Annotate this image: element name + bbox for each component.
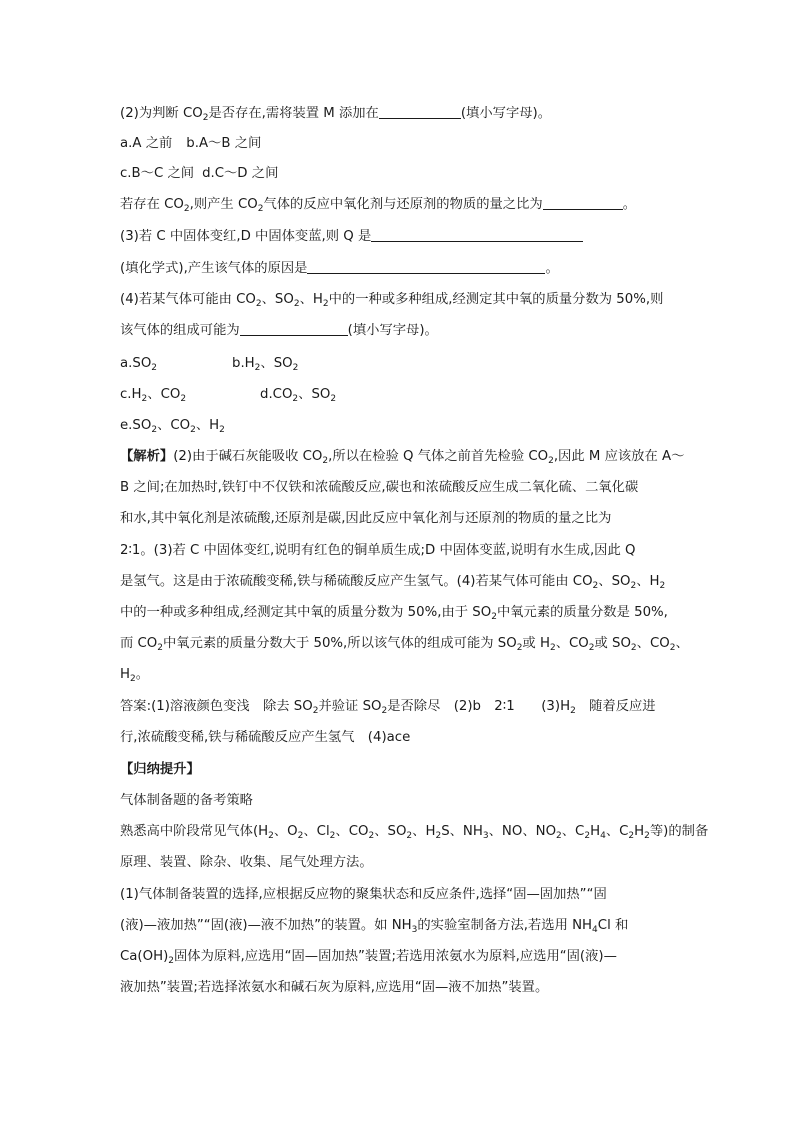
subscript: 2 [516, 643, 523, 653]
subscript: 2 [644, 831, 650, 841]
analysis-line-6 [120, 603, 680, 623]
subscript: 2 [190, 425, 196, 435]
q2-stem [120, 104, 680, 124]
analysis-line-2 [120, 478, 680, 498]
text: 是否除尽 (2)b 2∶1 (3)H [387, 699, 571, 714]
subscript: 2 [406, 831, 413, 841]
text: (1)气体制备装置的选择,应根据反应物的聚集状态和反应条件,选择“固—固加热”“固 [120, 887, 607, 902]
answer-blank [543, 195, 623, 210]
summary-p1 [120, 822, 709, 842]
text: 、 [675, 636, 689, 651]
text: 中氧元素的质量分数是 50%, [496, 605, 668, 620]
text: 中的一种或多种组成,经测定其中氧的质量分数为 50%,由于 SO [120, 605, 492, 620]
text: (液)—液加热”“固(液)—液不加热”的装置。如 NH [120, 918, 412, 933]
subscript: 2 [130, 674, 136, 684]
text: 、SO [374, 824, 407, 839]
text: 、SO [260, 356, 293, 371]
text: ,所以在检验 Q 气体之前首先检验 CO [328, 449, 549, 464]
text: ,则产生 CO [189, 197, 258, 212]
subscript: 2 [151, 363, 158, 373]
subscript: 2 [255, 299, 262, 309]
text: 是氢气。这是由于浓硫酸变稀,铁与稀硫酸反应产生氢气。(4)若某气体可能由 CO [120, 574, 593, 589]
subscript: 4 [592, 925, 598, 935]
answer-blank [307, 259, 545, 274]
option-a: a.A 之前 [120, 136, 173, 151]
text: 若存在 CO [120, 197, 184, 212]
text: 、CO [335, 824, 369, 839]
text: 、SO [598, 574, 631, 589]
subscript: 2 [570, 706, 576, 716]
answer-blank [240, 321, 348, 336]
text: 或 SO [594, 636, 631, 651]
analysis-line-3 [120, 509, 680, 529]
subscript: 2 [659, 581, 666, 591]
subscript: 2 [628, 831, 635, 841]
text: 、CO [157, 418, 191, 433]
option-e: e.SO [120, 418, 152, 433]
analysis-line-5 [120, 572, 680, 592]
subscript: 2 [592, 581, 599, 591]
q4-options-ab [120, 354, 680, 374]
q4-line2 [120, 321, 680, 341]
q4-line1 [120, 290, 680, 310]
text: 、H [195, 418, 220, 433]
text: (填小写字母)。 [460, 106, 552, 121]
option-c: c.H [120, 387, 142, 402]
option-c: c.B～C 之间 [120, 166, 195, 181]
text: 或 H [522, 636, 550, 651]
text: 2∶1。(3)若 C 中固体变红,说明有红色的铜单质生成;D 中固体变蓝,说明有水生成,因此 Q [120, 543, 636, 558]
text: Cl 和 [597, 918, 629, 933]
option-a: a.SO [120, 356, 152, 371]
text: 随着反应进 [575, 699, 656, 714]
text: 熟悉高中阶段常见气体(H [120, 824, 269, 839]
text: 气体制备题的备考策略 [120, 793, 253, 808]
summary-p5 [120, 947, 680, 967]
subscript: 2 [549, 643, 556, 653]
answer-blank [379, 104, 461, 119]
q4-options-cd [120, 385, 680, 405]
subscript: 2 [141, 394, 148, 404]
subscript: 2 [556, 831, 562, 841]
text: 和水,其中氧化剂是浓硫酸,还原剂是碳,因此反应中氧化剂与还原剂的物质的量之比为 [120, 511, 612, 526]
text: 、O [273, 824, 298, 839]
text: 、H [299, 292, 323, 307]
text: (2)由于碱石灰能吸收 CO [173, 449, 323, 464]
text: Ca(OH) [120, 949, 169, 964]
text: 、Cl [303, 824, 330, 839]
summary-title [120, 791, 680, 811]
text: 是否存在,需将装置 M 添加在 [208, 106, 379, 121]
text: 、CO [555, 636, 589, 651]
text: 。 [545, 261, 559, 276]
subscript: 2 [292, 394, 299, 404]
text: 。 [622, 197, 636, 212]
option-d: d.C～D 之间 [202, 166, 279, 181]
text: 。 [135, 667, 150, 682]
option-b: b.A～B 之间 [186, 136, 262, 151]
subscript: 2 [435, 831, 442, 841]
subscript: 2 [219, 425, 225, 435]
subscript: 2 [368, 831, 375, 841]
subscript: 3 [411, 925, 418, 935]
text: 、C [561, 824, 585, 839]
summary-p2 [120, 853, 680, 873]
text: 中氧元素的质量分数大于 50%,所以该气体的组成可能为 SO [163, 636, 517, 651]
subscript: 4 [600, 831, 606, 841]
subscript: 2 [268, 831, 274, 841]
text: S、NH [441, 824, 483, 839]
subscript: 2 [588, 643, 595, 653]
text: 行,浓硫酸变稀,铁与稀硫酸反应产生氢气 (4)ace [120, 730, 411, 745]
analysis-line-8 [120, 665, 680, 685]
text: H [590, 824, 601, 839]
text: 、CO [147, 387, 181, 402]
subscript: 2 [297, 831, 304, 841]
text: H [120, 667, 130, 682]
text: 固体为原料,应选用“固—固加热”装置;若选用浓氨水为原料,应选用“固(液)— [174, 949, 617, 964]
text: 、NO、NO [488, 824, 557, 839]
analysis-label: 【解析】 [120, 449, 174, 464]
text: 该气体的组成可能为 [120, 323, 240, 338]
answer-line-2 [120, 728, 680, 748]
text: 中的一种或多种组成,经测定其中氧的质量分数为 50%,则 [328, 292, 664, 307]
subscript: 2 [322, 299, 329, 309]
answer-line-1 [120, 697, 680, 717]
q2-options-ab [120, 134, 680, 154]
summary-p6 [120, 978, 680, 998]
analysis-line-1 [120, 447, 685, 467]
summary-p4 [120, 916, 680, 936]
answer-blank [371, 227, 583, 242]
subscript: 2 [292, 363, 299, 373]
subscript: 2 [183, 204, 190, 214]
summary-p3 [120, 885, 680, 905]
text: 而 CO [120, 636, 158, 651]
option-b: b.H [232, 356, 255, 371]
subscript: 2 [322, 456, 329, 466]
subscript: 2 [329, 831, 336, 841]
text: (3)若 C 中固体变红,D 中固体变蓝,则 Q 是 [120, 229, 372, 244]
subscript: 2 [330, 394, 337, 404]
q2-options-cd [120, 164, 680, 184]
option-d: d.CO [260, 387, 293, 402]
subscript: 2 [381, 706, 388, 716]
text: B 之间;在加热时,铁钉中不仅铁和浓硫酸反应,碳也和浓硫酸反应生成二氧化硫、二氧化碳 [120, 480, 639, 495]
text: 等)的制备 [649, 824, 709, 839]
text: 、H [636, 574, 660, 589]
subscript: 2 [630, 581, 637, 591]
text: 、H [412, 824, 436, 839]
text: 答案:(1)溶液颜色变浅 除去 SO [120, 699, 313, 714]
text: 气体的反应中氧化剂与还原剂的物质的量之比为 [263, 197, 543, 212]
text: 原理、装置、除杂、收集、尾气处理方法。 [120, 855, 373, 870]
text: 的实验室制备方法,若选用 NH [417, 918, 593, 933]
subscript: 3 [482, 831, 489, 841]
text: (填化学式),产生该气体的原因是 [120, 261, 308, 276]
subscript: 2 [257, 204, 264, 214]
subscript: 2 [548, 456, 554, 466]
subscript: 2 [157, 643, 164, 653]
subscript: 2 [151, 425, 158, 435]
q2-ratio [120, 195, 680, 215]
analysis-line-4 [120, 541, 680, 561]
subscript: 2 [254, 363, 261, 373]
subscript: 2 [491, 612, 497, 622]
text: (4)若某气体可能由 CO [120, 292, 256, 307]
text: 、CO [636, 636, 670, 651]
text: 、SO [261, 292, 294, 307]
subscript: 2 [168, 956, 175, 966]
subscript: 2 [293, 299, 300, 309]
subscript: 2 [584, 831, 591, 841]
analysis-line-7 [120, 634, 689, 654]
q4-option-e [120, 416, 680, 436]
q3-line2 [120, 259, 680, 279]
text: (填小写字母)。 [347, 323, 438, 338]
text: 【归纳提升】 [120, 762, 200, 777]
text: 、C [605, 824, 629, 839]
text: H [634, 824, 645, 839]
q3-line1 [120, 227, 680, 247]
text: (2)为判断 CO [120, 106, 203, 121]
subscript: 2 [669, 643, 676, 653]
text: 、SO [298, 387, 331, 402]
text: 并验证 SO [318, 699, 382, 714]
summary-label [120, 760, 680, 780]
subscript: 2 [202, 113, 209, 123]
subscript: 2 [312, 706, 319, 716]
subscript: 2 [180, 394, 187, 404]
subscript: 2 [630, 643, 637, 653]
text: 液加热”装置;若选择浓氨水和碱石灰为原料,应选用“固—液不加热”装置。 [120, 980, 549, 995]
text: ,因此 M 应该放在 A～ [553, 449, 685, 464]
